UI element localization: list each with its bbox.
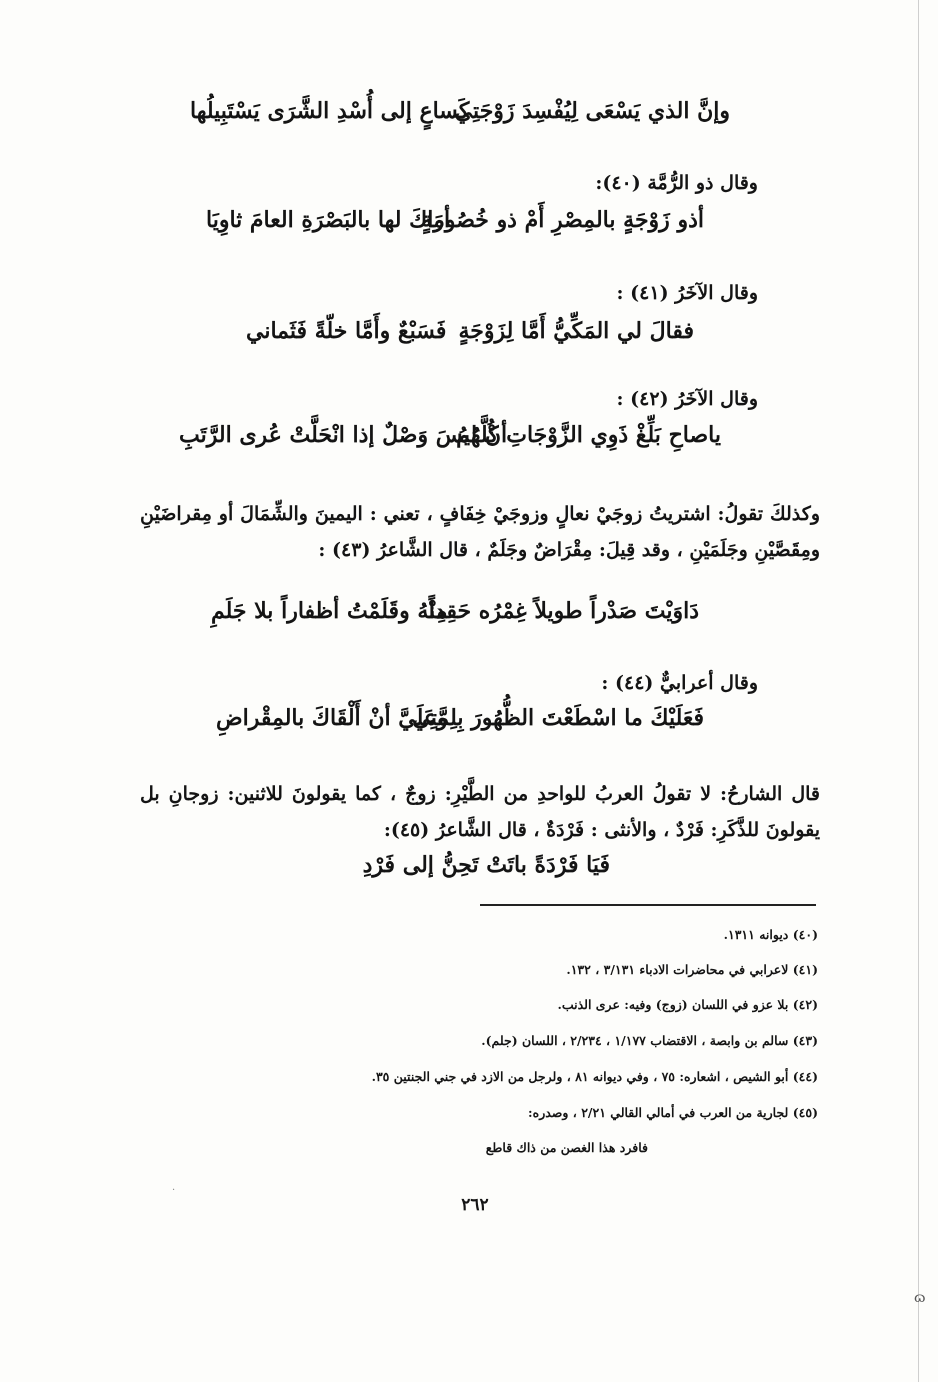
verse-6-first-hemistich: فَعَلَيْكَ ما اسْطَعْتَ الظُّهُورَ بِلِمَّتِي <box>412 705 704 731</box>
footnote-44: (٤٤) أبو الشيص ، اشعاره: ٧٥ ، وفي ديوانه ٨١ ، ولرجل من الازد في جني الجنتين ٣٥. <box>371 1069 818 1084</box>
footnote-45-verse: فافرد هذا الغصن من ذاك قاطع <box>485 1140 648 1155</box>
intro-41: وقال الآخَرُ (٤١) : <box>616 282 758 304</box>
verse-6-second-hemistich: وعَلَيَّ أنْ أَلْقَاكَ بالمِقْراضِ <box>216 705 448 731</box>
footnote-rule <box>480 904 816 906</box>
verse-7 <box>300 852 610 892</box>
verse-4 <box>175 422 725 462</box>
paragraph-commentator: قال الشارحُ: لا تقولُ العربُ للواحدِ من الطَّيْرِ: زوجٌ ، كما يقولونَ للاثنين: زوجانِ بل يقولونَ للذَّكَرِ: فَرْدٌ ، والأنثى : فَرْدَةٌ ، قال الشَّاعرُ (٤٥): <box>140 783 820 841</box>
verse-1 <box>180 98 740 138</box>
intro-44: وقال أعرابيٌّ (٤٤) : <box>601 672 758 694</box>
verse-2-first-hemistich: أذو زَوْجَةٍ بالمِصْرِ أَمْ ذو خُصُومَةٍ <box>421 207 704 233</box>
verse-3-second-hemistich: فَسَبْعٌ وأَمَّا خلّةً فَثَماني <box>246 318 447 344</box>
verse-6 <box>210 705 710 745</box>
verse-1-first-hemistich: وإنَّ الذي يَسْعَى لِيُفْسِدَ زَوْجَتِي <box>454 98 730 124</box>
scan-speck: · <box>172 1185 176 1196</box>
scan-mark: ɷ <box>914 1290 926 1306</box>
page-number: ٢٦٢ <box>461 1195 489 1215</box>
intro-40: وقال ذو الرُّمَّة (٤٠): <box>595 172 758 194</box>
footnote-45: (٤٥) لجارية من العرب في أمالي القالي ٢/٢١ ، وصدره: <box>528 1105 818 1120</box>
verse-5 <box>205 598 705 638</box>
footnote-43: (٤٣) سالم بن وابصة ، الاقتضاب ١/١٧٧ ، ٢/٢٣٤ ، اللسان (جلم). <box>481 1033 818 1048</box>
verse-2 <box>200 207 710 247</box>
verse-4-first-hemistich: ياصاحِ بَلِّغْ ذَوِي الزَّوْجَاتِ كُلَّهُمُ <box>456 422 721 448</box>
verse-1-second-hemistich: كَساعٍ إلى أُسْدِ الشَّرَى يَسْتَبِيلُها <box>190 98 470 124</box>
intro-42: وقال الآخَرُ (٤٢) : <box>616 388 758 410</box>
verse-3-first-hemistich: فقالَ لي المَكِّيُّ أَمَّا لِزَوْجَةٍ <box>458 318 694 344</box>
scan-edge-line <box>918 0 919 1382</box>
verse-4-second-hemistich: أنْ ليسَ وَصْلٌ إذا انْحَلَّتْ عُرى الرَّتَبِ <box>179 422 508 448</box>
footnote-41: (٤١) لاعرابي في محاضرات الادباء ٣/١٣١ ، ١٣٢. <box>566 962 818 977</box>
footnote-40: (٤٠) ديوانه ١٣١١. <box>723 927 818 942</box>
verse-7-hemistich: فَيَا فَرْدَةً باتَتْ تَحِنُّ إلى فَرْدِ <box>362 852 610 878</box>
verse-5-first-hemistich: دَاوَيْتَ صَدْراً طويلاً غِمْرُه حَقِداً <box>428 598 699 624</box>
verse-3 <box>240 318 700 358</box>
verse-5-second-hemistich: مِنْهُ وقَلَمْتُ أظفاراً بلا جَلَمِ <box>211 598 448 624</box>
verse-2-second-hemistich: أراكَ لها بالبَصْرَةِ العامَ ثاوِيَا <box>206 207 451 233</box>
footnote-42: (٤٢) بلا عزو في اللسان (زوج) وفيه: عرى الذنب. <box>557 997 818 1012</box>
paragraph-pairs: وكذلكَ تقولُ: اشتريتُ زوجَيْ نعالٍ وزوجَيْ خِفَافٍ ، تعني : اليمينَ والشِّمَالَ أو مِقراضَيْنِ ومِقَصَّيْنِ وجَلَمَيْنِ ، وقد قِيلَ: مِقْرَاضٌ وجَلَمٌ ، قال الشَّاعرُ (٤٣) : <box>140 503 820 561</box>
